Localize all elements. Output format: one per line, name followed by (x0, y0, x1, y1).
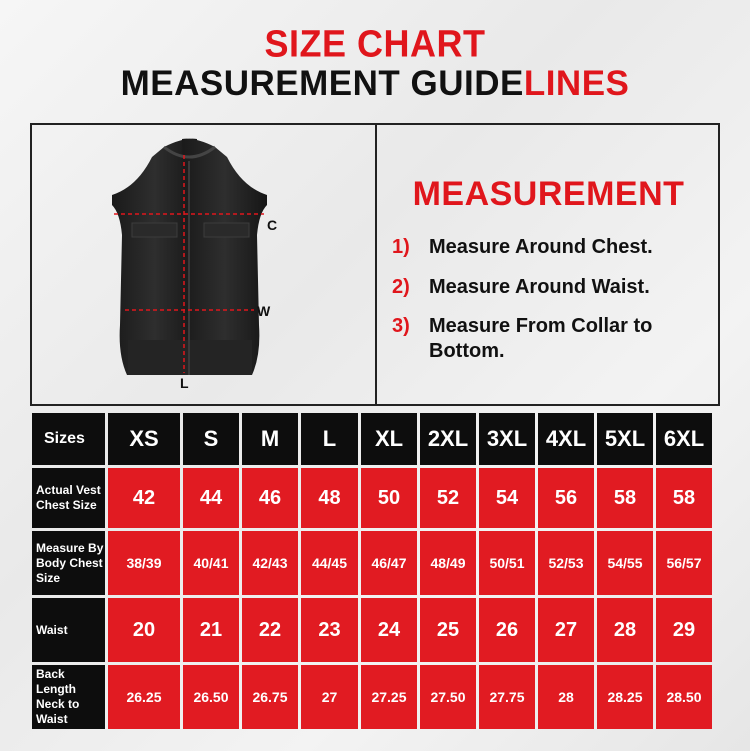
table-cell: 27 (301, 665, 358, 729)
subtitle-part1: MEASUREMENT GUIDE (120, 64, 524, 103)
item-text: Measure From Collar to Bottom. (429, 315, 653, 362)
table-cell: 52/53 (538, 531, 594, 595)
size-header: 4XL (538, 413, 594, 465)
size-header: M (242, 413, 298, 465)
panel-divider (375, 125, 377, 404)
table-row (32, 468, 712, 528)
table-cell: 54 (479, 468, 535, 528)
table-cell: 26 (479, 598, 535, 662)
size-table (29, 410, 715, 732)
table-cell: 28.25 (597, 665, 653, 729)
table-row (32, 531, 712, 595)
table-cell: 50/51 (479, 531, 535, 595)
table-cell: 26.50 (183, 665, 239, 729)
table-cell: 28.50 (656, 665, 712, 729)
row-label: Back Length Neck to Waist (32, 665, 105, 729)
table-cell: 23 (301, 598, 358, 662)
size-header: S (183, 413, 239, 465)
header-label: Sizes (32, 413, 105, 465)
vest-diagram (32, 125, 375, 404)
table-cell: 52 (420, 468, 476, 528)
measurement-item (392, 235, 653, 260)
item-text: Measure Around Chest. (429, 236, 653, 258)
size-header: 3XL (479, 413, 535, 465)
size-header: 6XL (656, 413, 712, 465)
size-header: XL (361, 413, 417, 465)
table-cell: 48/49 (420, 531, 476, 595)
size-header: L (301, 413, 358, 465)
label-chest: C (267, 217, 278, 233)
measurement-item (392, 314, 653, 362)
table-cell: 22 (242, 598, 298, 662)
size-header: 2XL (420, 413, 476, 465)
label-length: L (180, 375, 189, 391)
table-cell: 56 (538, 468, 594, 528)
vest-right-pocket (204, 223, 249, 237)
table-cell: 27.50 (420, 665, 476, 729)
row-label: Waist (32, 598, 105, 662)
size-header: XS (108, 413, 180, 465)
table-cell: 24 (361, 598, 417, 662)
table-cell: 28 (538, 665, 594, 729)
table-cell: 44/45 (301, 531, 358, 595)
row-label: Actual Vest Chest Size (32, 468, 105, 528)
vest-right-panel (182, 139, 267, 375)
table-cell: 28 (597, 598, 653, 662)
measurement-panel (30, 123, 720, 406)
item-number: 3) (392, 315, 410, 337)
table-cell: 27.25 (361, 665, 417, 729)
table-cell: 48 (301, 468, 358, 528)
table-cell: 27.75 (479, 665, 535, 729)
row-label: Measure By Body Chest Size (32, 531, 105, 595)
table-cell: 56/57 (656, 531, 712, 595)
table-cell: 50 (361, 468, 417, 528)
label-waist: W (257, 303, 271, 319)
subtitle-part2: LINES (523, 64, 630, 103)
page-subtitle (0, 64, 750, 104)
table-cell: 27 (538, 598, 594, 662)
table-cell: 20 (108, 598, 180, 662)
table-cell: 25 (420, 598, 476, 662)
vest-image (32, 125, 375, 404)
table-cell: 46 (242, 468, 298, 528)
table-header-row (32, 413, 712, 465)
table-row (32, 665, 712, 729)
table-cell: 21 (183, 598, 239, 662)
table-cell: 29 (656, 598, 712, 662)
table-cell: 40/41 (183, 531, 239, 595)
item-text: Measure Around Waist. (429, 276, 650, 298)
measurement-item (392, 275, 650, 300)
page-title: SIZE CHART (264, 21, 486, 65)
table-row (32, 598, 712, 662)
vest-left-pocket (132, 223, 177, 237)
measurement-title: MEASUREMENT (412, 175, 685, 213)
table-cell: 44 (183, 468, 239, 528)
table-cell: 38/39 (108, 531, 180, 595)
table-cell: 42 (108, 468, 180, 528)
table-cell: 58 (656, 468, 712, 528)
item-number: 2) (392, 276, 410, 298)
table-cell: 46/47 (361, 531, 417, 595)
table-cell: 58 (597, 468, 653, 528)
size-header: 5XL (597, 413, 653, 465)
table-cell: 54/55 (597, 531, 653, 595)
item-number: 1) (392, 236, 410, 258)
table-cell: 26.25 (108, 665, 180, 729)
table-cell: 42/43 (242, 531, 298, 595)
table-cell: 26.75 (242, 665, 298, 729)
